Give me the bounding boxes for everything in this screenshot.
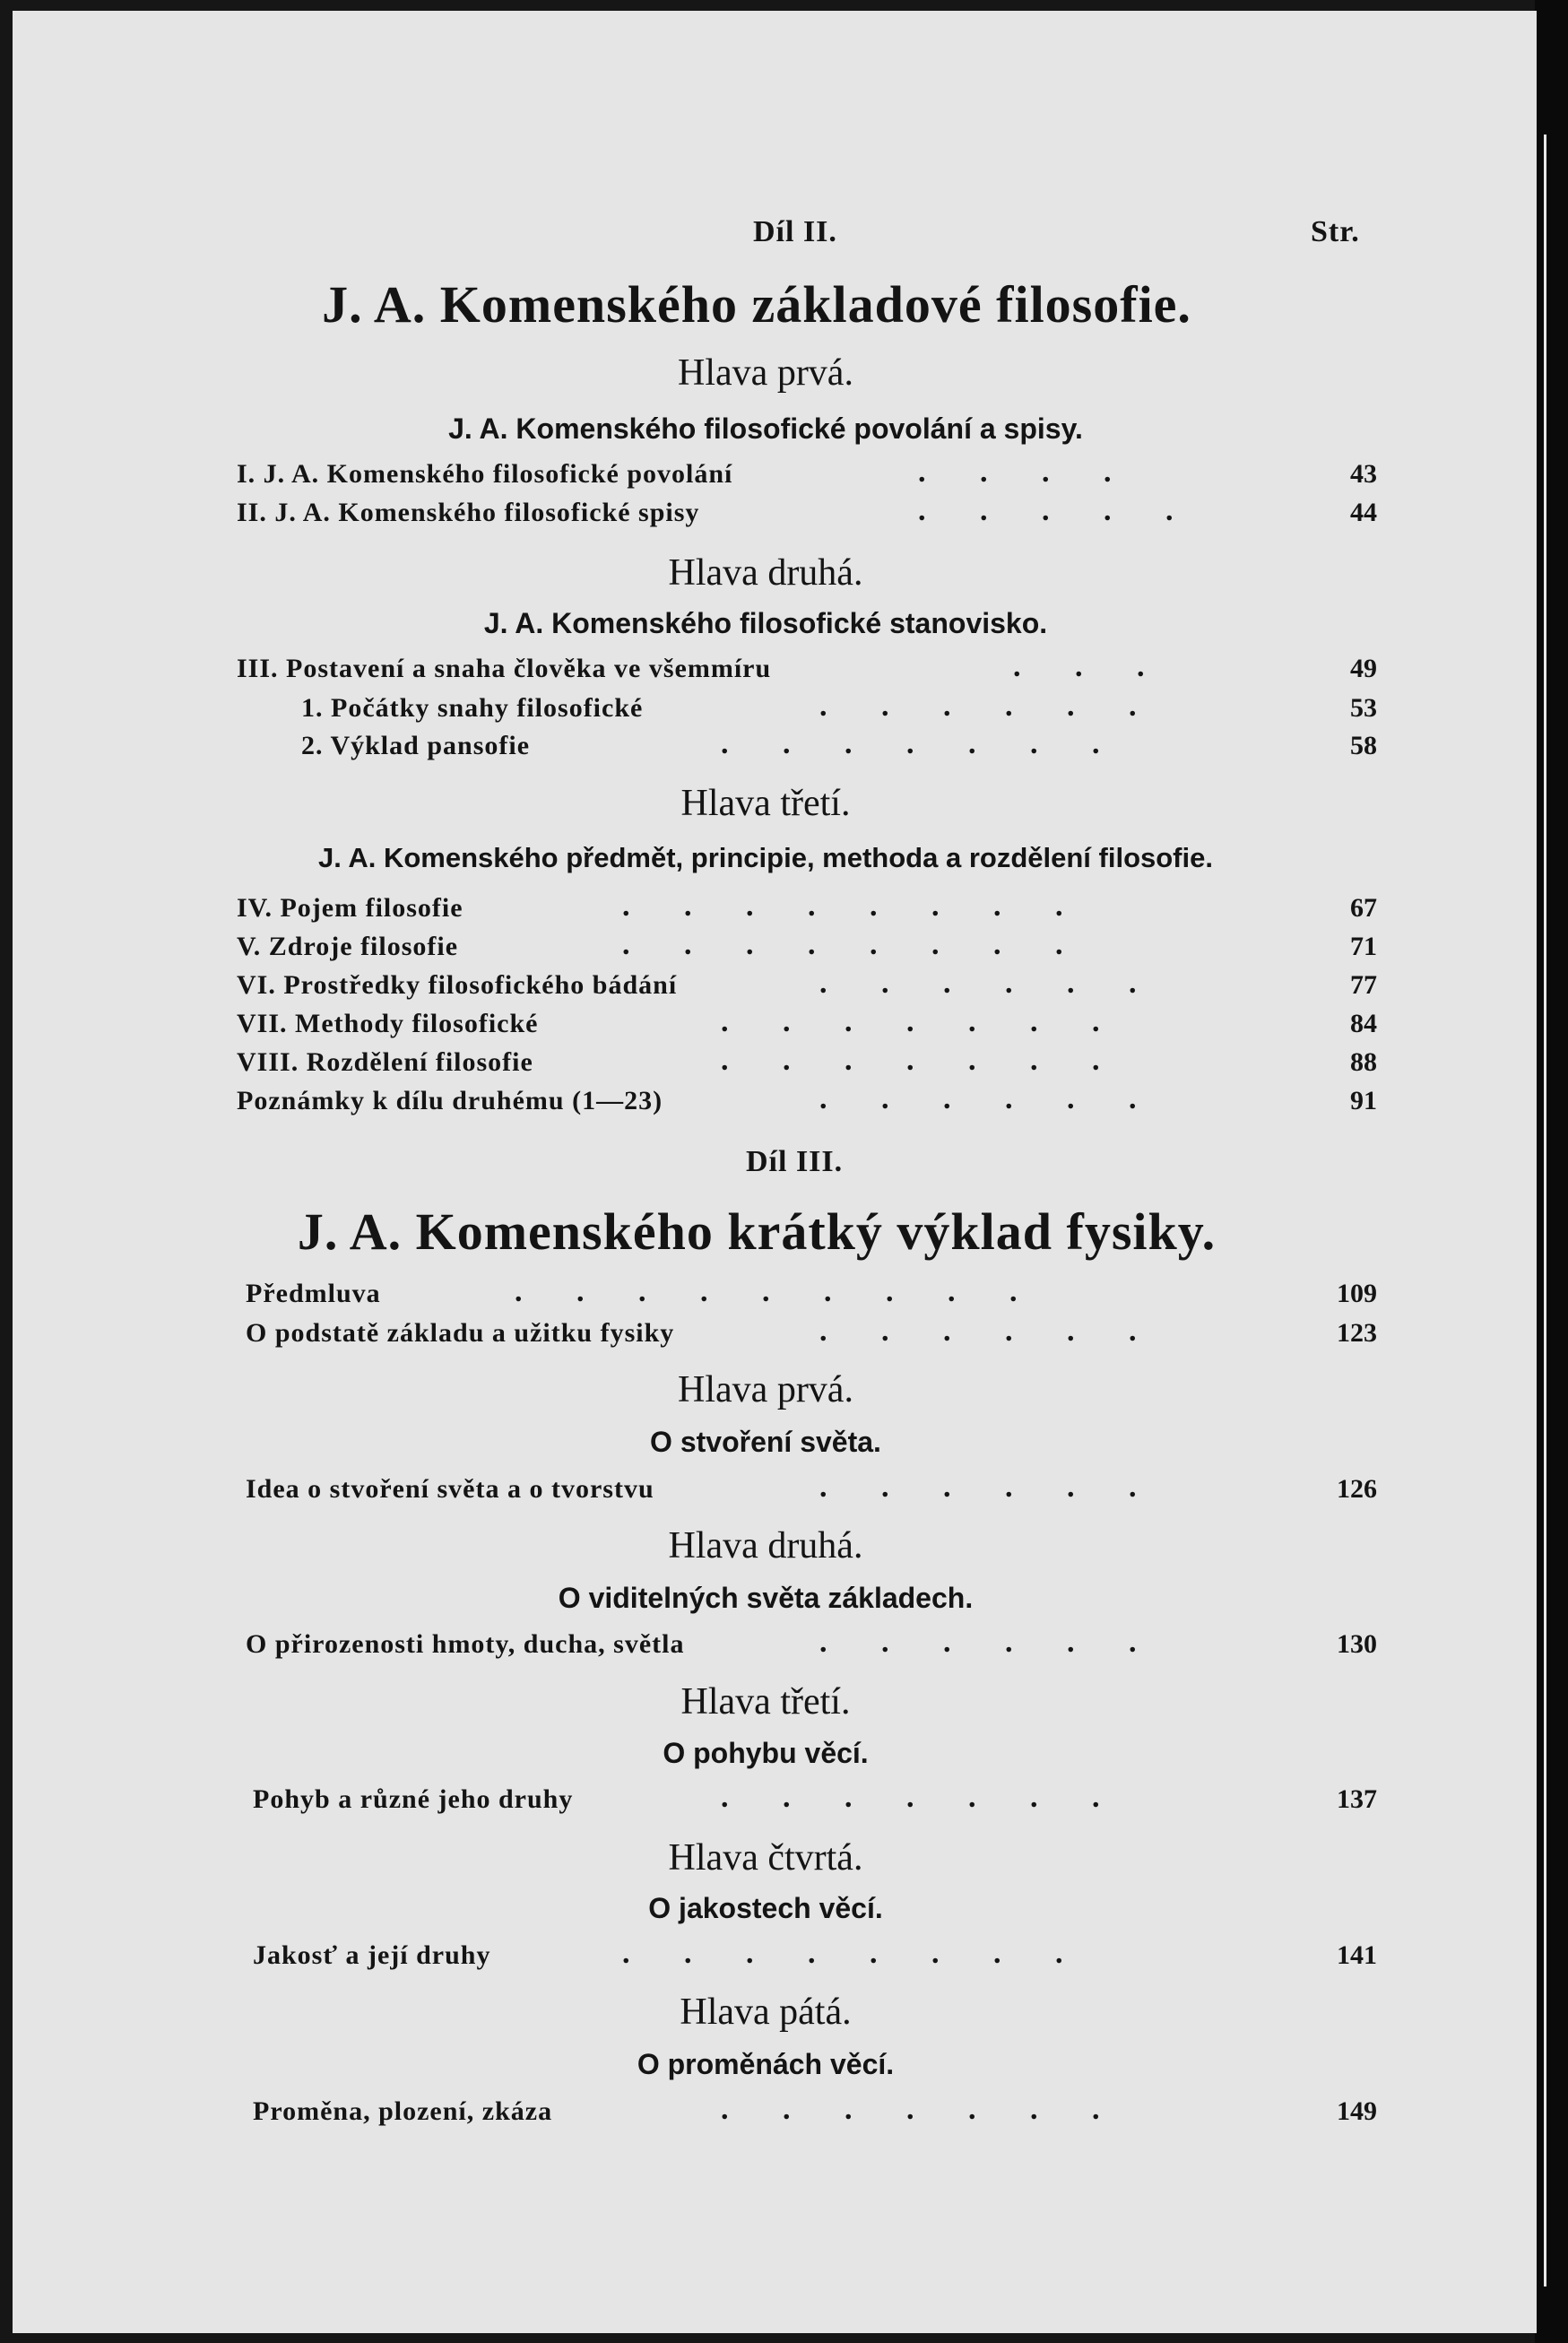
page-number: 130 <box>1337 1629 1377 1659</box>
chapter-subtitle: J. A. Komenského předmět, principie, methoda a rozdělení filosofie. <box>318 842 1213 873</box>
dot-leader: . . . . . . . <box>721 2093 1100 2126</box>
dot-leader: . . . . . . <box>819 690 1137 723</box>
dot-leader: . . . . . . . <box>721 1005 1100 1038</box>
page-number: 109 <box>1337 1279 1377 1308</box>
chapter-subtitle: J. A. Komenského filosofické povolání a spisy. <box>448 412 1083 445</box>
page-number: 67 <box>1350 893 1377 923</box>
chapter-heading: Hlava druhá. <box>668 552 863 594</box>
chapter-subtitle: O viditelných světa základech. <box>558 1582 974 1614</box>
page-number: 71 <box>1350 932 1377 961</box>
part-label: Díl II. <box>753 215 837 248</box>
toc-page <box>13 11 1537 2333</box>
page-number: 43 <box>1350 459 1377 489</box>
book-spine <box>1535 0 1568 2343</box>
dot-leader: . . . . <box>918 456 1112 489</box>
dot-leader: . . . . . <box>918 494 1174 527</box>
dot-leader: . . . . . . <box>819 1315 1137 1348</box>
toc-entry: O přirozenosti hmoty, ducha, světla <box>246 1629 685 1659</box>
page-number: 77 <box>1350 970 1377 1000</box>
toc-entry: IV. Pojem filosofie <box>237 893 463 923</box>
page-number: 49 <box>1350 654 1377 683</box>
page-number: 58 <box>1350 731 1377 760</box>
toc-entry: 2. Výklad pansofie <box>301 731 531 760</box>
chapter-subtitle: O proměnách věcí. <box>637 2048 895 2080</box>
page-number: 53 <box>1350 693 1377 723</box>
chapter-heading: Hlava prvá. <box>678 352 853 394</box>
spine-edge <box>1544 135 1546 2287</box>
page-number: 137 <box>1337 1784 1377 1814</box>
dot-leader: . . . . . . <box>819 967 1137 1000</box>
toc-entry: I. J. A. Komenského filosofické povolání <box>237 459 733 489</box>
page-number: 91 <box>1350 1086 1377 1115</box>
dot-leader: . . . . . . <box>819 1626 1137 1659</box>
dot-leader: . . . . . . . . . <box>515 1275 1018 1308</box>
dot-leader: . . . . . . . <box>721 727 1100 760</box>
toc-entry: III. Postavení a snaha člověka ve všemmíru <box>237 654 772 683</box>
dot-leader: . . . . . . . . <box>622 1937 1063 1970</box>
toc-entry: O podstatě základu a užitku fysiky <box>246 1318 675 1348</box>
dot-leader: . . . . . . <box>819 1471 1137 1504</box>
page-number: 126 <box>1337 1474 1377 1504</box>
chapter-subtitle: O jakostech věcí. <box>648 1892 883 1924</box>
page-number: 149 <box>1337 2096 1377 2126</box>
toc-entry: Předmluva <box>246 1279 381 1308</box>
toc-entry: Jakosť a její druhy <box>253 1940 491 1970</box>
dot-leader: . . . . . . . . <box>622 889 1063 923</box>
toc-entry: VIII. Rozdělení filosofie <box>237 1047 533 1077</box>
chapter-heading: Hlava druhá. <box>668 1525 863 1566</box>
toc-entry: Pohyb a různé jeho druhy <box>253 1784 574 1814</box>
dot-leader: . . . . . . . <box>721 1044 1100 1077</box>
chapter-subtitle: O pohybu věcí. <box>663 1737 869 1769</box>
chapter-heading: Hlava třetí. <box>680 1681 851 1723</box>
dot-leader: . . . . . . . <box>721 1781 1100 1814</box>
toc-entry: Poznámky k dílu druhému (1—23) <box>237 1086 663 1115</box>
chapter-subtitle: O stvoření světa. <box>650 1426 881 1458</box>
chapter-heading: Hlava pátá. <box>680 1992 852 2033</box>
dot-leader: . . . . . . <box>819 1082 1137 1115</box>
toc-entry: 1. Počátky snahy filosofické <box>301 693 644 723</box>
toc-entry: Proměna, plození, zkáza <box>253 2096 553 2126</box>
toc-entry: VII. Methody filosofické <box>237 1009 539 1038</box>
page-number: 141 <box>1337 1940 1377 1970</box>
dot-leader: . . . <box>1013 650 1145 683</box>
page-number: 123 <box>1337 1318 1377 1348</box>
toc-entry: Idea o stvoření světa a o tvorstvu <box>246 1474 654 1504</box>
chapter-heading: Hlava třetí. <box>680 783 851 824</box>
part-title: J. A. Komenského základové filosofie. <box>322 275 1191 334</box>
chapter-heading: Hlava čtvrtá. <box>668 1837 863 1879</box>
page-number: 44 <box>1350 498 1377 527</box>
dot-leader: . . . . . . . . <box>622 928 1063 961</box>
part-title: J. A. Komenského krátký výklad fysiky. <box>297 1202 1217 1261</box>
part-label: Díl III. <box>746 1145 844 1178</box>
chapter-subtitle: J. A. Komenského filosofické stanovisko. <box>483 607 1048 639</box>
toc-entry: V. Zdroje filosofie <box>237 932 459 961</box>
toc-entry: VI. Prostředky filosofického bádání <box>237 970 678 1000</box>
chapter-heading: Hlava prvá. <box>678 1369 853 1410</box>
toc-entry: II. J. A. Komenského filosofické spisy <box>237 498 700 527</box>
page-number: 88 <box>1350 1047 1377 1077</box>
page-column-label: Str. <box>1311 215 1360 248</box>
page-number: 84 <box>1350 1009 1377 1038</box>
